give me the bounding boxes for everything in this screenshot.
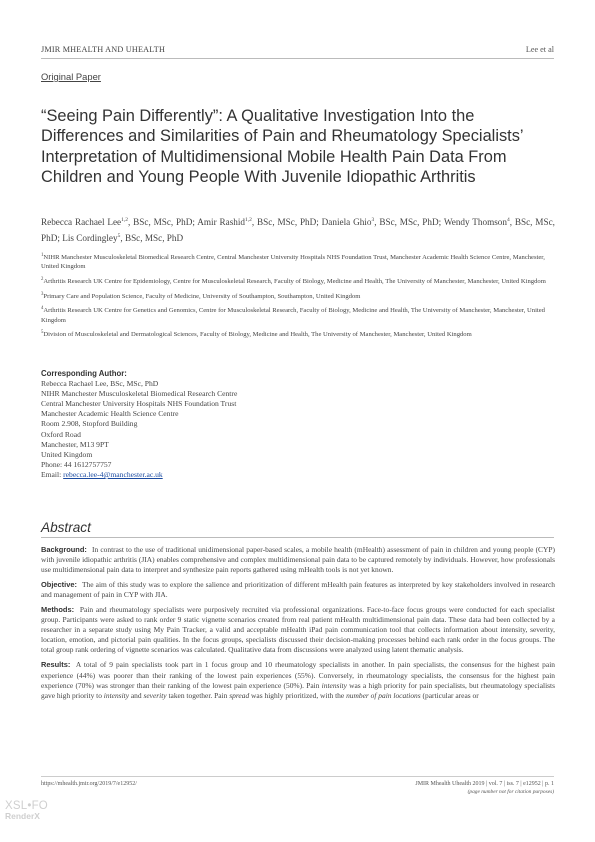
abstract-section-label: Methods: — [41, 605, 75, 615]
affiliation-text: Arthritis Research UK Centre for Genetics and Genomics, Centre for Musculoskeletal Research, Faculty of Biology, Medicine and Health, The University of Manchester, Manchester, United Kingdom — [41, 307, 545, 324]
author-name: Lis Cordingley — [62, 232, 118, 243]
author-affil-sup: 4 — [506, 217, 510, 223]
abstract-results — [41, 660, 555, 700]
author-affil-sup: 5 — [117, 232, 121, 239]
abstract-emphasis: number of pain locations — [346, 690, 421, 700]
abstract-divider — [41, 537, 554, 538]
address-line: Manchester, M13 9PT — [41, 439, 109, 449]
abstract-methods — [41, 605, 555, 655]
article-title — [41, 106, 561, 188]
abstract-section-label: Background: — [41, 545, 87, 554]
author-list — [41, 214, 555, 245]
address-line: NIHR Manchester Musculoskeletal Biomedical Research Centre — [41, 389, 238, 399]
header-divider — [41, 58, 554, 59]
affiliation-item — [41, 304, 555, 325]
author-affil-sup: 1,2 — [245, 217, 252, 223]
abstract-emphasis: intensity — [103, 690, 129, 700]
address-line: Central Manchester University Hospitals NHS Foundation Trust — [41, 399, 237, 409]
corresponding-author-heading: Corresponding Author: — [41, 369, 127, 378]
abstract-text: and — [129, 690, 144, 700]
abstract-body — [41, 545, 555, 706]
abstract-emphasis: severity — [143, 690, 167, 700]
citation-note: (page number not for citation purposes) — [467, 789, 554, 795]
abstract-emphasis: intensity — [321, 680, 347, 690]
address-line: Room 2.908, Stopford Building — [41, 419, 138, 429]
abstract-text: taken together. Pain — [166, 690, 230, 700]
abstract-objective — [41, 580, 555, 600]
abstract-text: In contrast to the use of traditional unidimensional paper-based scales, a mobile health (mHealth) assessment of pain in children and young people (CYP) with juvenile idiopathic arthritis (JIA) enables comprehensive and complex multidimensional pain data to be captured remotely by individuals. However, how professionals use multidimensional pain data to interpret and synthesize pain reports gathered using mHealth tools is not yet known. — [41, 545, 555, 575]
author-degrees: , BSc, MSc, PhD — [120, 232, 184, 243]
title-line: “Seeing Pain Differently”: A Qualitative Investigation Into the — [41, 106, 475, 125]
citation-text: JMIR Mhealth Uhealth 2019 | vol. 7 | iss. 7 | e12952 | p. 1 — [415, 781, 554, 787]
footer-citation — [415, 781, 554, 795]
title-line: Children and Young People With Juvenile Idiopathic Arthritis — [41, 168, 476, 187]
renderx-watermark — [5, 800, 48, 821]
watermark-line: RenderX — [5, 811, 40, 821]
running-authors: Lee et al — [525, 45, 554, 54]
author-degrees: , BSc, MSc, PhD; — [251, 217, 322, 228]
title-line: Interpretation of Multidimensional Mobile Health Pain Data From — [41, 147, 507, 166]
author-name: Rebecca Rachael Lee — [41, 217, 122, 228]
email-label: Email: — [41, 469, 64, 479]
article-type-label[interactable]: Original Paper — [41, 71, 101, 82]
abstract-text: was a high priority for pain specialists, but rheumatology specialists gave high priority to — [41, 680, 555, 700]
abstract-emphasis: spread — [229, 690, 250, 700]
affiliation-number: 3 — [41, 291, 44, 297]
author-name: Daniela Ghio — [321, 217, 372, 228]
abstract-text: A total of 9 pain specialists took part in 1 focus group and 10 rheumatology specialists in another. In pain specialists, the consensus for the highest pain experience (44%) was poorer than their ranking of the lowest pain experiences (55%). Conversely, in rheumatology specialists, the consensus for the highest pain experience (70%) was stronger than their ranking of the lowest pain experience (50%). Pain — [41, 660, 555, 690]
abstract-text: Pain and rheumatology specialists were purposively recruited via professional organizations. Face-to-face focus groups were conducted for each specialist group. Participants were asked to rank order 9 static vignette scenarios created from real patient mHealth multidimensional pain data. These data had been collected by a researcher in a separate study using My Pain Tracker, a valid and acceptable mHealth iPad pain communication tool that collects information about intensity, severity, location, emotion, and pictorial pain qualities. In the focus groups, specialists discussed their decision-making processes behind each rank order in the focus groups. The total group rank ordering of vignette scenarios was calculated. Qualitative data from discussions were analyzed using latent thematic analysis. — [41, 605, 556, 655]
email-line — [41, 470, 237, 480]
watermark-line: XSL•FO — [5, 800, 48, 812]
affiliation-number: 5 — [41, 330, 44, 336]
affiliation-item — [41, 290, 555, 301]
title-line: Differences and Similarities of Pain and Rheumatology Specialists’ — [41, 127, 524, 146]
journal-name: JMIR MHEALTH AND UHEALTH — [41, 45, 166, 54]
phone-line: Phone: 44 1612757757 — [41, 459, 112, 469]
address-line: Rebecca Rachael Lee, BSc, MSc, PhD — [41, 379, 159, 389]
author-name: Wendy Thomson — [443, 217, 507, 228]
corresponding-author-block — [41, 369, 237, 480]
abstract-text: (particular areas or — [420, 690, 479, 700]
affiliation-number: 2 — [41, 276, 44, 282]
affiliation-text: Arthritis Research UK Centre for Epidemiology, Centre for Musculoskeletal Research, Faculty of Biology, Medicine and Health, The University of Manchester, Manchester, United Kingdom — [43, 278, 546, 286]
author-affil-sup: 1,2 — [121, 217, 128, 223]
address-line: United Kingdom — [41, 449, 93, 459]
author-affil-sup: 3 — [371, 217, 375, 223]
footer-url[interactable]: https://mhealth.jmir.org/2019/7/e12952/ — [41, 781, 137, 787]
abstract-section-label: Results: — [41, 660, 71, 670]
affiliation-item — [41, 275, 555, 286]
author-name: Amir Rashid — [197, 217, 246, 228]
abstract-section-label: Objective: — [41, 580, 77, 590]
affiliation-text: Division of Musculoskeletal and Dermatological Sciences, Faculty of Biology, Medicine and Health, The University of Manchester, Manchester, United Kingdom — [43, 331, 472, 339]
abstract-text: The aim of this study was to explore the salience and prioritization of different mHealth pain features as interpreted by key stakeholders involved in research and management of pain in CYP with JIA. — [41, 580, 555, 600]
address-line: Manchester Academic Health Science Centre — [41, 409, 179, 419]
affiliation-number: 1 — [41, 253, 44, 258]
address-line: Oxford Road — [41, 429, 81, 439]
affiliation-item — [41, 328, 555, 339]
author-degrees: , BSc, MSc, PhD; — [128, 217, 198, 228]
affiliation-text: NIHR Manchester Musculoskeletal Biomedical Research Centre, Central Manchester University Hospitals NHS Foundation Trust, Manchester Academic Health Science Centre, Manchester, United Kingdom — [41, 254, 545, 271]
abstract-background — [41, 545, 555, 575]
email-link[interactable]: rebecca.lee-4@manchester.ac.uk — [63, 469, 163, 479]
author-degrees: , BSc, MSc, PhD; — [41, 217, 555, 243]
affiliation-list — [41, 251, 555, 343]
affiliation-number: 4 — [41, 306, 44, 312]
author-degrees: , BSc, MSc, PhD; — [374, 217, 444, 228]
affiliation-text: Primary Care and Population Science, Faculty of Medicine, University of Southampton, Southampton, United Kingdom — [43, 292, 361, 300]
abstract-heading: Abstract — [41, 520, 91, 535]
affiliation-item — [41, 251, 555, 272]
abstract-text: was highly prioritized, with the — [249, 690, 347, 700]
footer-divider — [41, 776, 554, 777]
